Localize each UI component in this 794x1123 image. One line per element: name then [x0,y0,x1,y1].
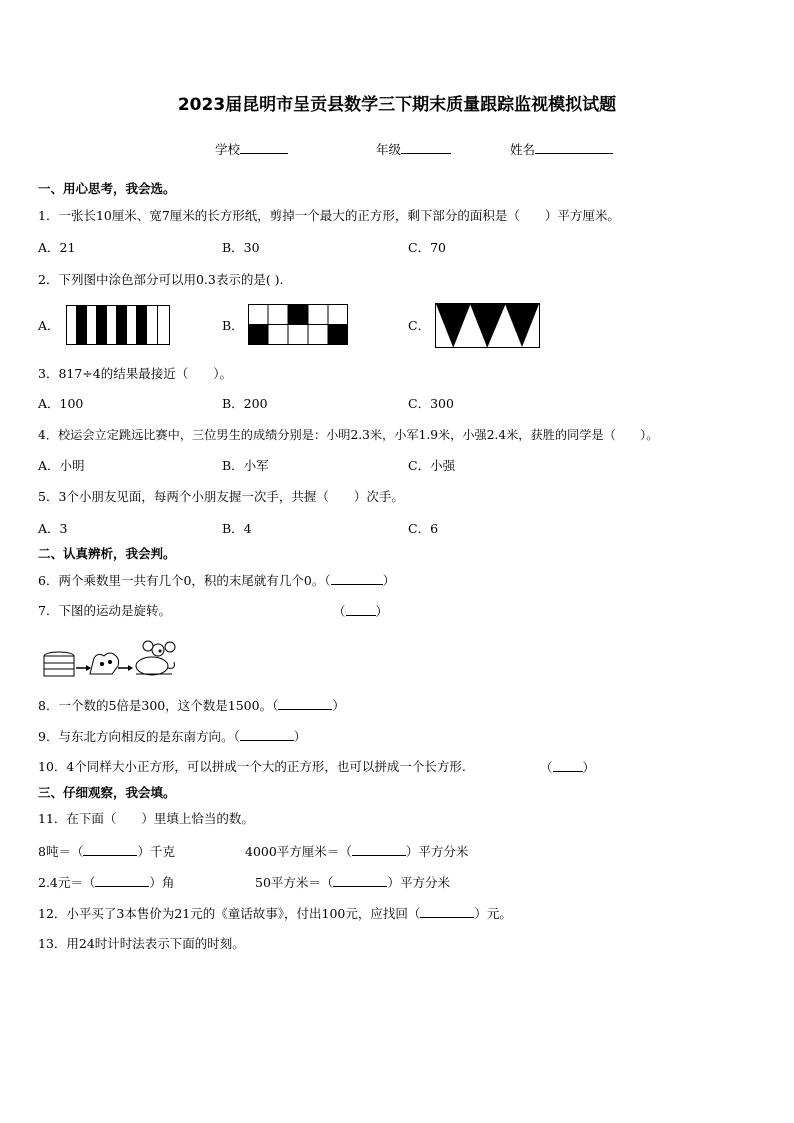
q11-sqm-blank[interactable] [333,874,387,887]
section-1-heading: 一、用心思考，我会选。 [38,181,176,196]
q11-item-tons: 8吨＝（ ）千克 [38,844,175,859]
q3-option-a[interactable]: A．100 [38,396,84,411]
q2-figure-b-grid [248,304,348,346]
question-3: 3．817÷4的结果最接近（ ）。 [38,366,232,381]
grade-label: 年级 [376,142,402,157]
question-5: 5．3个小朋友见面，每两个小朋友握一次手，共握（ ）次手。 [38,489,404,504]
grade-field[interactable] [376,141,451,158]
question-8-text: 8．一个数的5倍是300，这个数是1500。 [38,698,273,713]
question-12-text: 12．小平买了3本售价为21元的《童话故事》，付出100元，应找回 [38,906,408,921]
q1-option-c[interactable]: C．70 [408,240,446,255]
question-1: 1．一张长10厘米、宽7厘米的长方形纸，剪掉一个最大的正方形，剩下部分的面积是（ ）平方厘米。 [38,208,620,223]
question-13: 13．用24时计时法表示下面的时刻。 [38,936,245,951]
question-10-text: 10．4个同样大小正方形，可以拼成一个大的正方形，也可以拼成一个长方形. [38,759,466,774]
name-label: 姓名 [510,142,536,157]
q7-rotation-illustration [40,634,180,682]
q2-option-b[interactable]: B． [222,318,244,333]
grade-blank[interactable] [401,141,451,154]
q11-item-tons-unit: 千克 [149,844,175,859]
q6-answer-blank[interactable] [331,572,383,585]
question-7-text: 7．下图的运动是旋转。 [38,603,171,618]
q5-option-b[interactable]: B．4 [222,521,252,536]
question-11: 11．在下面（ ）里填上恰当的数。 [38,811,254,826]
q2-figure-c-triangles [435,303,541,349]
q4-option-b[interactable]: B．小军 [222,458,269,473]
q4-option-c[interactable]: C．小强 [408,458,456,473]
section-2-heading: 二、认真辨析，我会判。 [38,546,176,561]
q2-option-c[interactable]: C． [408,318,431,333]
question-12: 12．小平买了3本售价为21元的《童话故事》，付出100元，应找回（ ）元。 [38,906,512,921]
question-8: 8．一个数的5倍是300，这个数是1500。（ ） [38,698,345,713]
school-field[interactable] [215,141,288,158]
q2-option-a[interactable]: A． [38,318,60,333]
q9-answer-blank[interactable] [240,728,294,741]
q11-tons-blank[interactable] [83,843,137,856]
q11-item-sqcm: 4000平方厘米＝（ ）平方分米 [245,844,469,859]
q8-answer-blank[interactable] [278,697,332,710]
school-label: 学校 [215,142,241,157]
q11-item-sqcm-unit: 平方分米 [418,844,469,859]
question-9-text: 9．与东北方向相反的是东南方向。 [38,729,234,744]
q1-option-b[interactable]: B．30 [222,240,260,255]
q5-option-a[interactable]: A．3 [38,521,68,536]
q5-option-c[interactable]: C．6 [408,521,439,536]
q11-item-sqm-unit: 平方分米 [399,875,450,890]
school-blank[interactable] [240,141,288,154]
q11-item-tons-label: 8吨＝ [38,844,71,859]
page-title: 2023届昆明市呈贡县数学三下期末质量跟踪监视模拟试题 [177,95,617,115]
q11-item-sqm: 50平方米＝（ ）平方分米 [255,875,450,890]
q11-item-sqcm-label: 4000平方厘米＝ [245,844,340,859]
q4-option-a[interactable]: A．小明 [38,458,85,473]
q7-answer-blank[interactable] [346,603,376,616]
q2-figure-a-stripes [66,305,170,345]
q3-option-b[interactable]: B．200 [222,396,268,411]
q11-yuan-blank[interactable] [95,874,149,887]
question-10-answer: （ ） [540,760,596,775]
q11-item-sqm-label: 50平方米＝ [255,875,321,890]
question-2: 2．下列图中涂色部分可以用0.3表示的是( ). [38,272,284,287]
q11-sqcm-blank[interactable] [352,843,406,856]
q11-item-yuan-unit: 角 [161,875,175,890]
q11-item-yuan: 2.4元＝（ ）角 [38,875,175,890]
q11-item-yuan-label: 2.4元＝ [38,875,83,890]
question-12-unit: 元。 [486,906,512,921]
name-field[interactable] [510,141,613,158]
section-3-heading: 三、仔细观察，我会填。 [38,785,176,800]
q10-answer-blank[interactable] [553,759,583,772]
question-6-text: 6．两个乘数里一共有几个0，积的末尾就有几个0。 [38,573,325,588]
question-7-answer: （ ） [333,604,389,619]
q1-option-a[interactable]: A．21 [38,240,76,255]
q3-option-c[interactable]: C．300 [408,396,454,411]
question-9: 9．与东北方向相反的是东南方向。（ ） [38,729,307,744]
question-6: 6．两个乘数里一共有几个0，积的末尾就有几个0。（ ） [38,573,396,588]
question-4: 4．校运会立定跳远比赛中，三位男生的成绩分别是：小明2.3米，小军1.9米，小强2.4米，获胜的同学是（ ）。 [38,428,659,442]
name-blank[interactable] [535,141,613,154]
q12-answer-blank[interactable] [420,905,474,918]
